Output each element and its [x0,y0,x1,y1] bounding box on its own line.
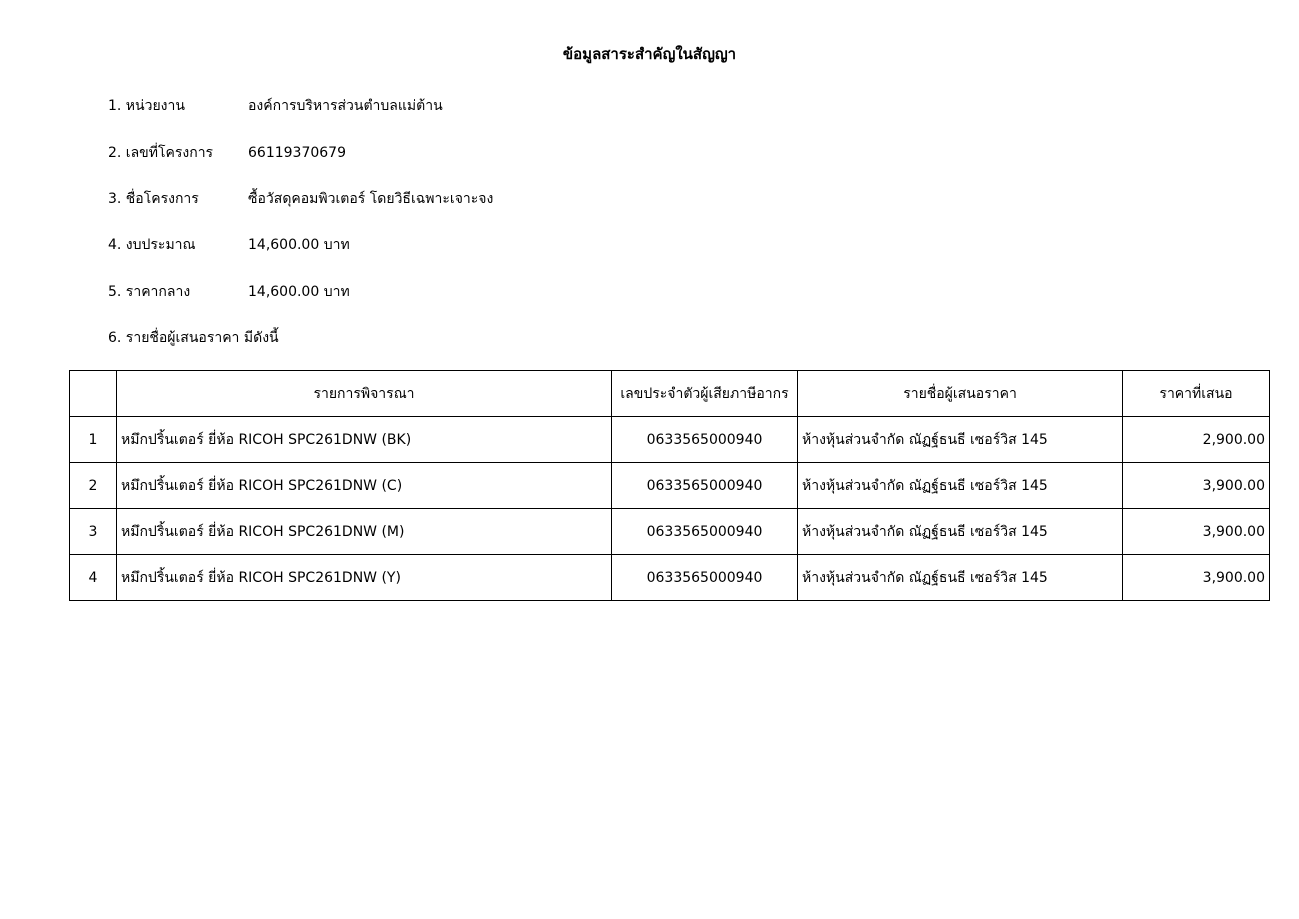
info-label: 5. ราคากลาง [108,284,191,300]
info-value: 66119370679 [248,145,346,161]
info-label: 6. รายชื่อผู้เสนอราคา มีดังนี้ [108,330,279,346]
cell-tax-id: 0633565000940 [612,417,798,463]
cell-no: 2 [70,463,117,509]
cell-bidder: ห้างหุ้นส่วนจำกัด ณัฏฐ์ธนธี เซอร์วิส 145 [798,555,1123,601]
table-row [70,417,1270,463]
cell-bidder: ห้างหุ้นส่วนจำกัด ณัฏฐ์ธนธี เซอร์วิส 145 [798,509,1123,555]
info-label: 1. หน่วยงาน [108,98,185,114]
header-tax-id: เลขประจำตัวผู้เสียภาษีอากร [612,371,798,417]
cell-price: 3,900.00 [1123,463,1270,509]
cell-item: หมึกปริ้นเตอร์ ยี่ห้อ RICOH SPC261DNW (C) [117,463,612,509]
cell-item: หมึกปริ้นเตอร์ ยี่ห้อ RICOH SPC261DNW (BK) [117,417,612,463]
header-item: รายการพิจารณา [117,371,612,417]
header-price: ราคาที่เสนอ [1123,371,1270,417]
info-value: 14,600.00 บาท [248,237,350,253]
info-value: ซื้อวัสดุคอมพิวเตอร์ โดยวิธีเฉพาะเจาะจง [248,191,494,207]
info-value: 14,600.00 บาท [248,284,350,300]
cell-price: 3,900.00 [1123,509,1270,555]
table-row [70,555,1270,601]
info-label: 2. เลขที่โครงการ [108,145,214,161]
cell-bidder: ห้างหุ้นส่วนจำกัด ณัฏฐ์ธนธี เซอร์วิส 145 [798,463,1123,509]
cell-tax-id: 0633565000940 [612,463,798,509]
bidder-table [69,370,1270,601]
info-value: องค์การบริหารส่วนตำบลแม่ต้าน [248,98,443,114]
document-title: ข้อมูลสาระสำคัญในสัญญา [562,45,737,63]
header-no [70,371,117,417]
header-bidder: รายชื่อผู้เสนอราคา [798,371,1123,417]
cell-no: 3 [70,509,117,555]
cell-price: 2,900.00 [1123,417,1270,463]
cell-price: 3,900.00 [1123,555,1270,601]
info-label: 4. งบประมาณ [108,237,196,253]
info-label: 3. ชื่อโครงการ [108,191,199,207]
cell-no: 1 [70,417,117,463]
table-row [70,463,1270,509]
cell-tax-id: 0633565000940 [612,555,798,601]
cell-item: หมึกปริ้นเตอร์ ยี่ห้อ RICOH SPC261DNW (M) [117,509,612,555]
cell-item: หมึกปริ้นเตอร์ ยี่ห้อ RICOH SPC261DNW (Y) [117,555,612,601]
table-row [70,509,1270,555]
cell-bidder: ห้างหุ้นส่วนจำกัด ณัฏฐ์ธนธี เซอร์วิส 145 [798,417,1123,463]
table-header-row [70,371,1270,417]
cell-no: 4 [70,555,117,601]
cell-tax-id: 0633565000940 [612,509,798,555]
